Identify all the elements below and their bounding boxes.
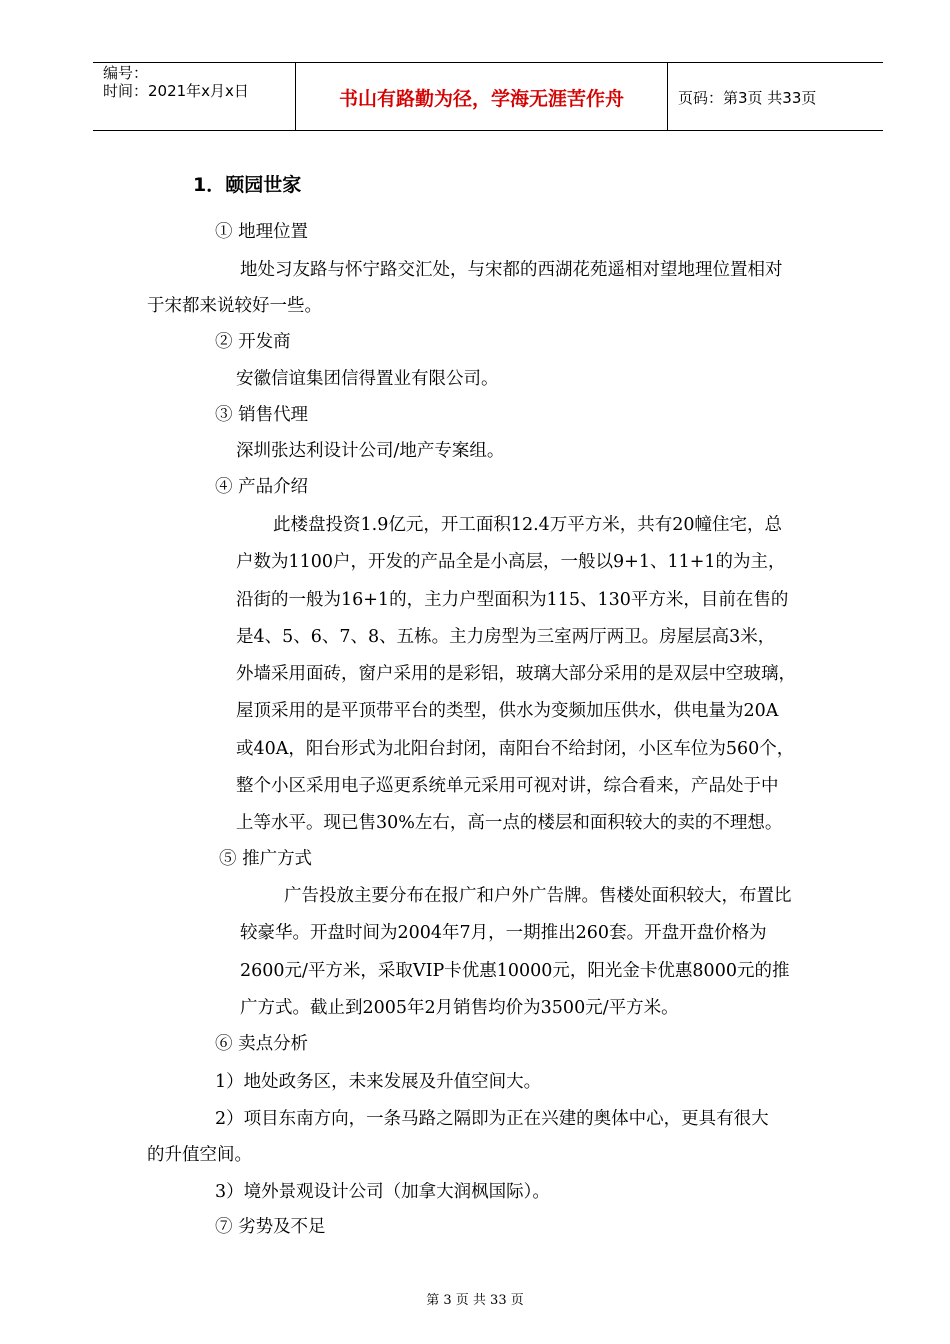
body-line: 此楼盘投资1.9亿元，开工面积12.4万平方米，共有20幢住宅，总 <box>273 515 783 535</box>
list-item: 1）地处政务区，未来发展及升值空间大。 <box>215 1072 542 1092</box>
body-line: 深圳张达利设计公司/地产专案组。 <box>236 441 505 461</box>
header-divider-2 <box>667 62 668 130</box>
header-time: 时间：2021年x月x日 <box>103 82 249 100</box>
body-line: 于宋都来说较好一些。 <box>147 296 322 316</box>
body-line: 广告投放主要分布在报广和户外广告牌。售楼处面积较大，布置比 <box>284 886 792 906</box>
subheading-location: ① 地理位置 <box>215 222 309 242</box>
header-bottom-rule <box>93 130 883 131</box>
subheading-weaknesses: ⑦ 劣势及不足 <box>215 1217 326 1237</box>
section-title: 1．颐园世家 <box>193 174 302 196</box>
body-line: 是4、5、6、7、8、五栋。主力房型为三室两厅两卫。房屋层高3米， <box>236 627 776 647</box>
page-footer: 第 3 页 共 33 页 <box>426 1293 524 1308</box>
body-line: 沿街的一般为16+1的，主力户型面积为115、130平方米，目前在售的 <box>236 590 789 610</box>
header-number: 编号： <box>103 64 149 82</box>
subheading-sales-agent: ③ 销售代理 <box>215 405 309 425</box>
body-line: 外墙采用面砖，窗户采用的是彩铝，玻璃大部分采用的是双层中空玻璃， <box>236 664 796 684</box>
body-line: 较豪华。开盘时间为2004年7月，一期推出260套。开盘开盘价格为 <box>240 923 767 943</box>
body-line: 安徽信谊集团信得置业有限公司。 <box>236 369 499 389</box>
body-line: 屋顶采用的是平顶带平台的类型，供水为变频加压供水，供电量为20A <box>236 701 779 721</box>
body-line: 或40A，阳台形式为北阳台封闭，南阳台不给封闭，小区车位为560个， <box>236 739 795 759</box>
header-top-rule <box>93 62 883 63</box>
body-line: 上等水平。现已售30%左右，高一点的楼层和面积较大的卖的不理想。 <box>236 813 783 833</box>
body-line: 地处习友路与怀宁路交汇处，与宋都的西湖花苑遥相对望地理位置相对 <box>240 260 783 280</box>
header-info <box>103 64 249 100</box>
body-line: 2600元/平方米，采取VIP卡优惠10000元，阳光金卡优惠8000元的推 <box>240 961 790 981</box>
list-item: 3）境外景观设计公司（加拿大润枫国际）。 <box>215 1182 550 1202</box>
body-line: 广方式。截止到2005年2月销售均价为3500元/平方米。 <box>240 998 679 1018</box>
subheading-product: ④ 产品介绍 <box>215 477 309 497</box>
header-page-number: 页码：第3页 共33页 <box>678 89 817 107</box>
body-line: 的升值空间。 <box>147 1145 252 1165</box>
body-line: 户数为1100户，开发的产品全是小高层，一般以9+1、11+1的为主， <box>236 552 786 572</box>
subheading-selling-points: ⑥ 卖点分析 <box>215 1034 309 1054</box>
list-item: 2）项目东南方向，一条马路之隔即为正在兴建的奥体中心，更具有很大 <box>215 1109 769 1129</box>
body-line: 整个小区采用电子巡更系统单元采用可视对讲，综合看来，产品处于中 <box>236 776 779 796</box>
subheading-developer: ② 开发商 <box>215 332 291 352</box>
header-motto: 书山有路勤为径，学海无涯苦作舟 <box>338 88 624 110</box>
subheading-promotion: ⑤ 推广方式 <box>219 849 313 869</box>
